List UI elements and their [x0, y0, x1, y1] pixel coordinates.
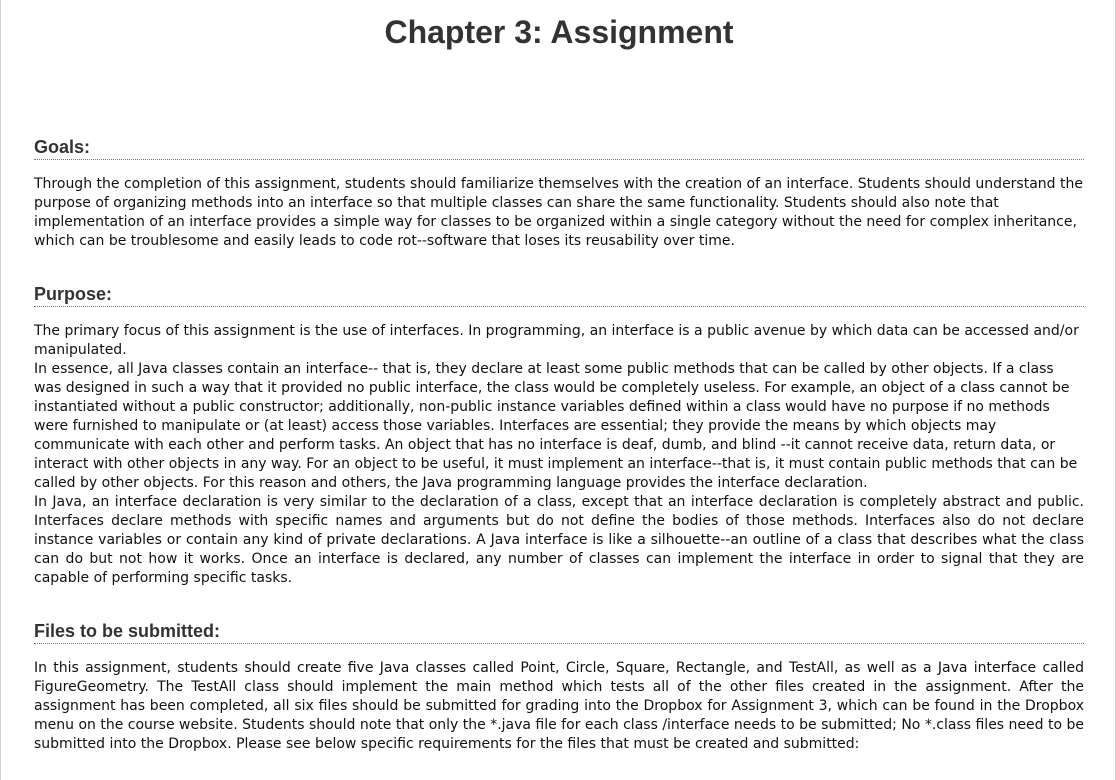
paragraph: The primary focus of this assignment is the use of interfaces. In programming, an interface is a public avenue by which data can be accessed and/or manipulated. [34, 323, 1079, 358]
paragraph: In Java, an interface declaration is very similar to the declaration of a class, except that an interface declaration is completely abstract and public. Interfaces declare methods with specific names and arguments but do not define the bodies of those methods. Interfaces also do not declare instance variables or contain any kind of private declarations. A Java interface is like a silhouette--an outline of a class that describes what the class can do but not how it works. Once an interface is declared, any number of classes can implement the interface in order to signal that they are capable of performing specific tasks. [34, 494, 1084, 586]
section-files-to-be-submitted [34, 620, 1084, 754]
page-title: Chapter 3: Assignment [384, 14, 734, 50]
section-heading-purpose: Purpose: [34, 283, 1084, 307]
paragraph: In this assignment, students should create five Java classes called Point, Circle, Square, Rectangle, and TestAll, as well as a Java interface called FigureGeometry. The TestAll class should implement the main method which tests all of the other files created in the assignment. After the assignment has been completed, all six files should be submitted for grading into the Dropbox for Assignment 3, which can be found in the Dropbox menu on the course website. Students should note that only the *.java file for each class /interface needs to be submitted; No *.class files need to be submitted into the Dropbox. Please see below specific requirements for the files that must be created and submitted: [34, 660, 1084, 752]
paragraph: In essence, all Java classes contain an interface-- that is, they declare at least some public methods that can be called by other objects. If a class was designed in such a way that it provided no public interface, the class would be completely useless. For example, an object of a class cannot be instantiated without a public constructor; additionally, non-public instance variables defined within a class would have no purpose if no methods were furnished to manipulate or (at least) access those variables. Interfaces are essential; they provide the means by which objects may communicate with each other and perform tasks. An object that has no interface is deaf, dumb, and blind --it cannot receive data, return data, or interact with other objects in any way. For an object to be useful, it must implement an interface--that is, it must contain public methods that can be called by other objects. For this reason and others, the Java programming language provides the interface declaration. [34, 361, 1078, 491]
section-body-files [34, 659, 1084, 754]
section-body-goals [34, 175, 1084, 251]
section-heading-files: Files to be submitted: [34, 620, 1084, 644]
document-page [34, 0, 1084, 752]
section-body-purpose [34, 322, 1084, 588]
section-purpose [34, 283, 1084, 588]
paragraph: Through the completion of this assignment, students should familiarize themselves with the creation of an interface. Students should understand the purpose of organizing methods into an interface so that multiple classes can share the same functionality. Students should also note that implementation of an interface provides a simple way for classes to be organized within a single category without the need for complex inheritance, which can be troublesome and easily leads to code rot--software that loses its reusability over time. [34, 176, 1083, 249]
section-heading-goals: Goals: [34, 136, 1084, 160]
section-goals [34, 136, 1084, 251]
